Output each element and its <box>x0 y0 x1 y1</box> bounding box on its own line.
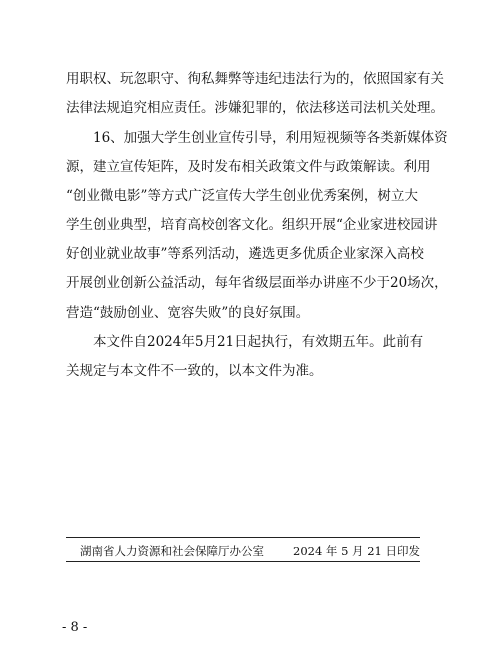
footer-bottom-rule <box>66 561 420 562</box>
body-line-2: 法律法规追究相应责任。涉嫌犯罪的，依法移送司法机关处理。 <box>66 100 444 116</box>
footer-top-rule <box>66 537 420 538</box>
paragraph-16-line-4: 学生创业典型，培育高校创客文化。组织开展“企业家进校园讲 <box>66 217 438 233</box>
effective-date-line-2: 关规定与本文件不一致的，以本文件为准。 <box>66 363 323 379</box>
paragraph-16-line-3: “创业微电影”等方式广泛宣传大学生创业优秀案例，树立大 <box>66 188 418 204</box>
paragraph-16-line-6: 开展创业创新公益活动，每年省级层面举办讲座不少于20场次， <box>66 275 448 291</box>
paragraph-16-line-1: 16、加强大学生创业宣传引导，利用短视频等各类新媒体资 <box>66 130 448 146</box>
body-line-1: 用职权、玩忽职守、徇私舞弊等违纪违法行为的，依照国家有关 <box>66 71 444 87</box>
paragraph-16-line-7: 营造“鼓励创业、宽容失败”的良好氛围。 <box>66 305 310 321</box>
page-number: - 8 - <box>62 620 88 635</box>
footer-issuer: 湖南省人力资源和社会保障厅办公室 <box>80 544 264 558</box>
effective-date-line-1: 本文件自2024年5月21日起执行，有效期五年。此前有 <box>66 334 424 350</box>
footer-issue-date: 2024 年 5 月 21 日印发 <box>293 544 420 558</box>
paragraph-16-line-2: 源，建立宣传矩阵，及时发布相关政策文件与政策解读。利用 <box>66 159 431 175</box>
paragraph-16-line-5: 好创业就业故事”等系列活动，遴选更多优质企业家深入高校 <box>66 246 424 262</box>
